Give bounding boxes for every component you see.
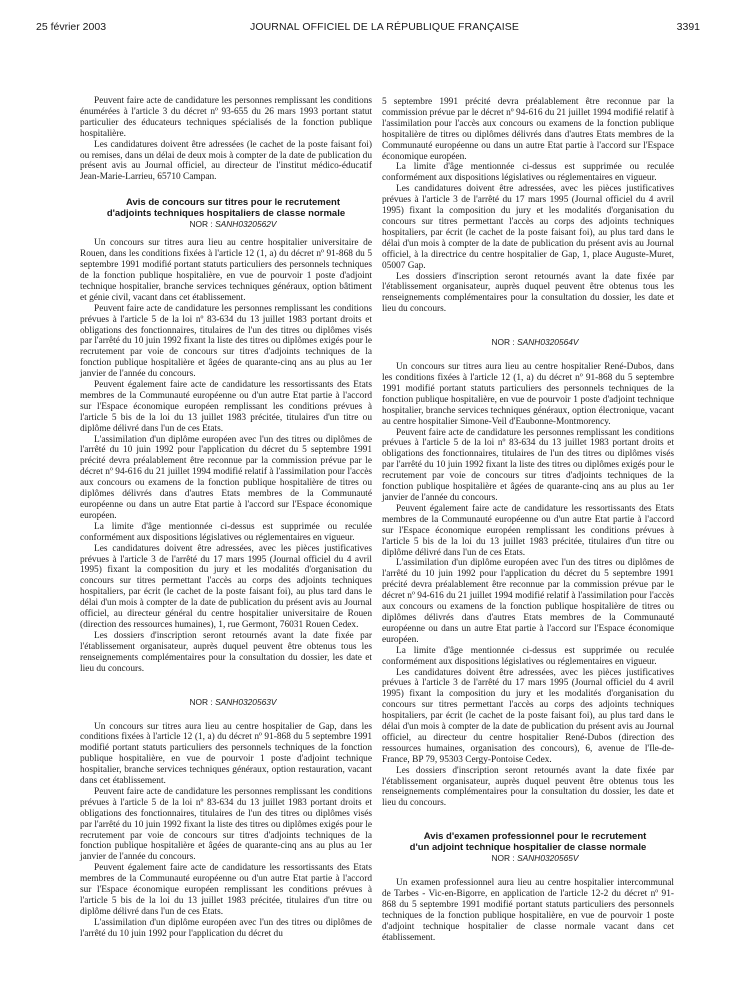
left-column xyxy=(80,96,372,940)
nor-reference xyxy=(80,219,372,230)
paragraph: Un examen professionnel aura lieu au centre hospitalier intercommunal de Tarbes - Vic-en-Bigorre, en application de l'article 12-2 du décret nº 91-868 du 5 septembre 1991 modifié portant statuts particuliers des personnels techniques de la fonction publique hospitalière, en vue de pourvoir 1 poste d'adjoint technique hospitalier de classe normale vacant dans cet établissement. xyxy=(382,878,674,943)
notice-title-line: d'un adjoint technique hospitalier de classe normale xyxy=(409,842,647,854)
notice-title-line: Avis d'examen professionnel pour le recrutement xyxy=(423,831,647,843)
notice-title-line: Avis de concours sur titres pour le recrutement xyxy=(126,197,340,209)
nor-reference xyxy=(382,853,674,864)
nor-label: NOR : xyxy=(189,219,213,230)
paragraph: Peuvent également faire acte de candidature les ressortissants des Etats membres de la Communauté européenne ou d'un autre Etat partie à l'accord sur l'Espace économique européen remplissant les conditions prévues à l'article 5 bis de la loi du 13 juillet 1983 précitée, titulaires d'un titre ou diplôme délivré dans l'un de ces Etats. xyxy=(80,863,372,917)
nor-reference xyxy=(80,697,372,708)
paragraph: Les candidatures doivent être adressées, avec les pièces justificatives prévues à l'article 3 de l'arrêté du 17 mars 1995 (Journal officiel du 4 avril 1995) fixant la composition du jury et les modalités d'organisation du concours sur titres permettant l'accès au corps des adjoints techniques hospitaliers, par écrit (le cachet de la poste faisant foi), au plus tard dans le délai d'un mois à compter de la date de publication du présent avis au Journal officiel, au directeur du centre hospitalier René-Dubos (direction des ressources humaines, organisation des concours), 6, avenue de l'Ile-de-France, BP 79, 95303 Cergy-Pontoise Cedex. xyxy=(382,667,674,765)
notice-title xyxy=(382,831,674,853)
paragraph: Peuvent faire acte de candidature les personnes remplissant les conditions prévues à l'article 5 de la loi nº 83-634 du 13 juillet 1983 portant droits et obligations des fonctionnaires, titulaires de l'un des titres ou diplômes visés par l'arrêté du 10 juin 1992 fixant la liste des titres ou diplômes exigés pour le recrutement par voie de concours sur titres d'adjoints techniques de la fonction publique hospitalière et âgées de quarante-cinq ans au plus au 1er janvier de l'année du concours. xyxy=(382,427,674,503)
nor-code: SANH0320563V xyxy=(215,696,277,707)
nor-code: SANH0320564V xyxy=(517,337,579,348)
paragraph: Les candidatures doivent être adressées (le cachet de la poste faisant foi) ou remises, dans un délai de deux mois à compter de la date de publication du présent avis au Journal officiel, au directeur de l'institut médico-éducatif Jean-Marie-Larrieu, 65710 Campan. xyxy=(80,139,372,183)
paragraph: La limite d'âge mentionnée ci-dessus est supprimée ou reculée conformément aux dispositions législatives ou réglementaires en vigueur. xyxy=(80,521,372,543)
paragraph: L'assimilation d'un diplôme européen avec l'un des titres ou diplômes de l'arrêté du 10 juin 1992 pour l'application du décret du 5 septembre 1991 précité devra préalablement être reconnue par la commission prévue par le décret nº 94-616 du 21 juillet 1994 modifié relatif à l'assimilation pour l'accès aux concours ou examens de la fonction publique hospitalière de titres ou diplômes délivrés dans d'autres Etats membres de la Communauté européenne ou dans un autre Etat partie à l'accord sur l'Espace économique européen. xyxy=(382,558,674,645)
paragraph: Les candidatures doivent être adressées, avec les pièces justificatives prévues à l'article 3 de l'arrêté du 17 mars 1995 (Journal officiel du 4 avril 1995) fixant la composition du jury et les modalités d'organisation du concours sur titres permettant l'accès au corps des adjoints techniques hospitaliers, par écrit (le cachet de la poste faisant foi), au plus tard dans le délai d'un mois à compter de la date de publication du présent avis au Journal officiel, à la directrice du centre hospitalier de Gap, 1, place Auguste-Muret, 05007 Gap. xyxy=(382,184,674,271)
notice-title xyxy=(80,197,372,219)
right-column xyxy=(382,97,674,944)
paragraph: Les candidatures doivent être adressées, avec les pièces justificatives prévues à l'article 3 de l'arrêté du 17 mars 1995 (Journal officiel du 4 avril 1995) fixant la composition du jury et les modalités d'organisation du concours sur titres permettant l'accès au corps des adjoints techniques hospitaliers, par écrit (le cachet de la poste faisant foi), au plus tard dans le délai d'un mois à compter de la date de publication du présent avis au Journal officiel, au directeur général du centre hospitalier universitaire de Rouen (direction des ressources humaines), 1, rue Germont, 76031 Rouen Cedex. xyxy=(80,543,372,630)
paragraph: Un concours sur titres aura lieu au centre hospitalier universitaire de Rouen, dans les conditions fixées à l'article 12 (1, a) du décret nº 91-868 du 5 septembre 1991 modifié portant statuts particuliers des personnels techniques de la fonction publique hospitalière, en vue de pourvoir 1 poste d'adjoint technique hospitalier, branche services techniques généraux, option bâtiment et génie civil, vacant dans cet établissement. xyxy=(80,238,372,303)
paragraph: Un concours sur titres aura lieu au centre hospitalier de Gap, dans les conditions fixées à l'article 12 (1, a) du décret nº 91-868 du 5 septembre 1991 modifié portant statuts particuliers des personnels techniques de la fonction publique hospitalière, en vue de pourvoir 1 poste d'adjoint technique hospitalier, branche services techniques généraux, option restauration, vacant dans cet établissement. xyxy=(80,721,372,787)
nor-reference xyxy=(382,337,674,348)
paragraph: La limite d'âge mentionnée ci-dessus est supprimée ou reculée conformément aux dispositions législatives ou réglementaires en vigueur. xyxy=(382,645,674,667)
paragraph: L'assimilation d'un diplôme européen avec l'un des titres ou diplômes de l'arrêté du 10 juin 1992 pour l'application du décret du 5 septembre 1991 précité devra préalablement être reconnue par la commission prévue par le décret nº 94-616 du 21 juillet 1994 modifié relatif à l'assimilation pour l'accès aux concours ou examens de la fonction publique hospitalière de titres ou diplômes délivrés dans d'autres Etats membres de la Communauté européenne ou dans un autre Etat partie à l'accord sur l'Espace économique européen. xyxy=(80,434,372,521)
nor-label: NOR : xyxy=(491,853,515,864)
nor-code: SANH0320565V xyxy=(517,853,579,864)
nor-code: SANH0320562V xyxy=(215,219,277,230)
paragraph: Peuvent également faire acte de candidature les ressortissants des Etats membres de la Communauté européenne ou d'un autre Etat partie à l'accord sur l'Espace économique européen remplissant les conditions prévues à l'article 5 bis de la loi du 13 juillet 1983 précitée, titulaires d'un titre ou diplôme délivré dans l'un de ces Etats. xyxy=(382,503,674,558)
paragraph: Peuvent faire acte de candidature les personnes remplissant les conditions prévues à l'article 5 de la loi nº 83-634 du 13 juillet 1983 portant droits et obligations des fonctionnaires, titulaires de l'un des titres ou diplômes visés par l'arrêté du 10 juin 1992 fixant la liste des titres ou diplômes exigés pour le recrutement par voie de concours sur titres d'adjoints techniques de la fonction publique hospitalière et âgées de quarante-cinq ans au plus au 1er janvier de l'année du concours. xyxy=(80,786,372,863)
paragraph: Les dossiers d'inscription seront retournés avant la date fixée par l'établissement organisateur, auprès duquel peuvent être obtenus tous les renseignements complémentaires pour la consultation du dossier, les date et lieu du concours. xyxy=(382,271,674,315)
paragraph: Les dossiers d'inscription seront retournés avant la date fixée par l'établissement organisateur, auprès duquel peuvent être obtenus tous les renseignements complémentaires pour la consultation du dossier, les date et lieu du concours. xyxy=(382,765,674,809)
header-date: 25 février 2003 xyxy=(36,21,107,33)
paragraph: Un concours sur titres aura lieu au centre hospitalier René-Dubos, dans les conditions fixées à l'article 12 (1, a) du décret nº 91-868 du 5 septembre 1991 modifié portant statuts particuliers des personnels techniques de la fonction publique hospitalière, en vue de pourvoir 1 poste d'adjoint technique hospitalier, branche services techniques généraux, option électronique, vacant au centre hospitalier Simone-Veil d'Eaubonne-Montmorency. xyxy=(382,362,674,427)
notice-title-line: d'adjoints techniques hospitaliers de classe normale xyxy=(106,208,346,220)
paragraph: 5 septembre 1991 précité devra préalablement être reconnue par la commission prévue par le décret nº 94-616 du 21 juillet 1994 modifié relatif à l'assimilation pour l'accès aux concours ou examens de la fonction publique hospitalière de titres ou diplômes délivrés dans d'autres Etats membres de la Communauté européenne ou dans un autre Etat partie à l'accord sur l'Espace économique européen. xyxy=(382,97,674,162)
header-journal-title: JOURNAL OFFICIEL DE LA RÉPUBLIQUE FRANÇAISE xyxy=(250,21,519,33)
paragraph: Peuvent faire acte de candidature les personnes remplissant les conditions énumérées à l'article 3 du décret nº 93-655 du 26 mars 1993 portant statut particulier des éducateurs techniques spécialisés de la fonction publique hospitalière. xyxy=(80,96,372,139)
header-page-number: 3391 xyxy=(676,21,700,33)
paragraph: L'assimilation d'un diplôme européen avec l'un des titres ou diplômes de l'arrêté du 10 juin 1992 pour l'application du décret du xyxy=(80,917,372,939)
paragraph: Les dossiers d'inscription seront retournés avant la date fixée par l'établissement organisateur, auprès duquel peuvent être obtenus tous les renseignements complémentaires pour la consultation du dossier, les date et lieu du concours. xyxy=(80,630,372,674)
page-header xyxy=(36,21,700,37)
paragraph: Peuvent également faire acte de candidature les ressortissants des Etats membres de la Communauté européenne ou d'un autre Etat partie à l'accord sur l'Espace économique européen remplissant les conditions prévues à l'article 5 bis de la loi du 13 juillet 1983 précitée, titulaires d'un titre ou diplôme délivré dans l'un de ces Etats. xyxy=(80,380,372,434)
nor-label: NOR : xyxy=(491,337,515,348)
paragraph: La limite d'âge mentionnée ci-dessus est supprimée ou reculée conformément aux dispositions législatives ou réglementaires en vigueur. xyxy=(382,162,674,184)
nor-label: NOR : xyxy=(189,696,213,707)
paragraph: Peuvent faire acte de candidature les personnes remplissant les conditions prévues à l'article 5 de la loi nº 83-634 du 13 juillet 1983 portant droits et obligations des fonctionnaires, titulaires de l'un des titres ou diplômes visés par l'arrêté du 10 juin 1992 fixant la liste des titres ou diplômes exigés pour le recrutement par voie de concours sur titres d'adjoints techniques de la fonction publique hospitalière et âgées de quarante-cinq ans au plus au 1er janvier de l'année du concours. xyxy=(80,303,372,380)
